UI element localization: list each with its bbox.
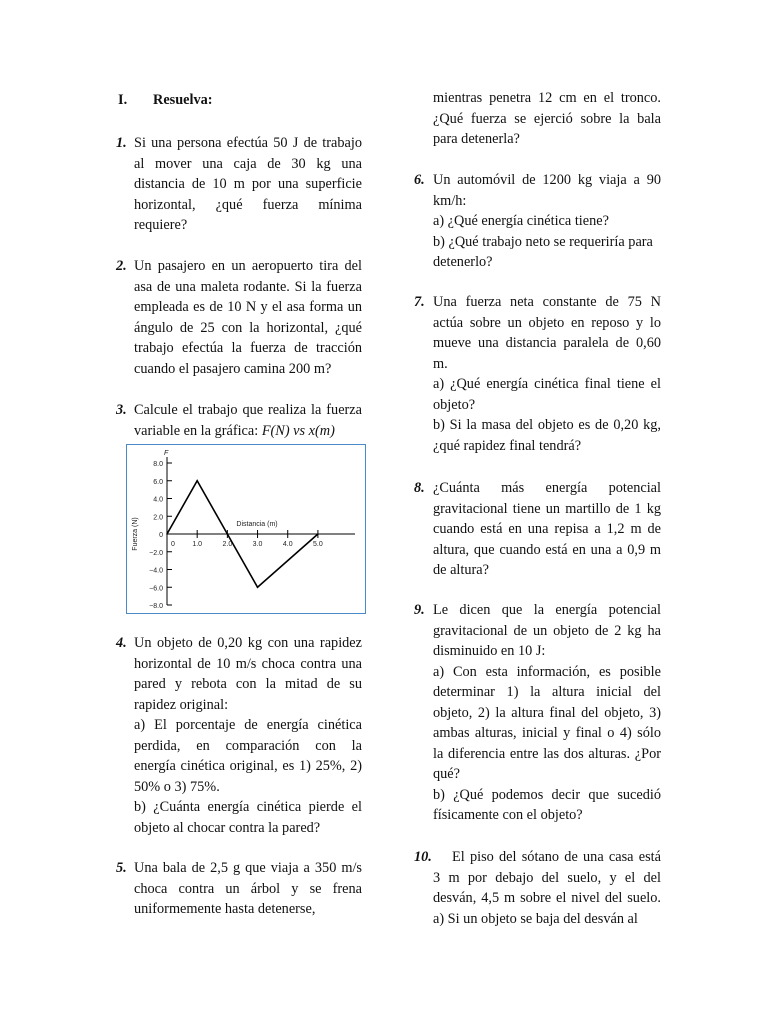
problem-text: uniformemente hasta detenerse, bbox=[134, 901, 316, 917]
problem-text: requiere? bbox=[134, 217, 188, 233]
problem-text-line bbox=[433, 560, 489, 580]
y-tick-label: −6.0 bbox=[149, 585, 163, 593]
problem-text: ¿qué rapidez final tendrá? bbox=[433, 437, 582, 454]
problem-text-line bbox=[433, 662, 661, 682]
problem-text-line bbox=[134, 777, 220, 797]
problem-text-line bbox=[134, 736, 362, 756]
problem-number: 10. bbox=[414, 849, 432, 865]
problem-text: ambas alturas, inicial y final o 4) sólo bbox=[433, 725, 661, 741]
problem-text-line bbox=[433, 170, 661, 190]
problem-text-line bbox=[433, 868, 661, 888]
problem-text: pared y rebota con la mitad de su bbox=[134, 676, 362, 692]
problem-text: perdida, en comparación con la bbox=[134, 737, 362, 754]
problem-text: altura, que cuando está en una a 0,9 m bbox=[433, 541, 661, 558]
problem-number: 3. bbox=[116, 402, 127, 418]
problem-text-line bbox=[433, 764, 460, 784]
chart-canvas bbox=[127, 445, 365, 613]
problem-text-line bbox=[134, 318, 362, 338]
problem-text-line bbox=[134, 818, 320, 838]
formula: F(N) vs x(m) bbox=[261, 422, 335, 439]
x-tick-label: 0 bbox=[171, 541, 175, 548]
continuation-text: ¿Qué fuerza se ejerció sobre la bala bbox=[433, 110, 661, 127]
problem-text-line bbox=[433, 888, 661, 908]
problem-text-line bbox=[433, 436, 581, 456]
problem-text: disminuido en 10 J: bbox=[433, 643, 546, 659]
problem-text-line bbox=[452, 847, 661, 867]
problem-text: Una fuerza neta constante de 75 N bbox=[433, 294, 661, 310]
section-title: Resuelva: bbox=[153, 92, 213, 108]
problem-text: b) Si la masa del objeto es de 0,20 kg, bbox=[433, 417, 661, 433]
problem-text: qué? bbox=[433, 766, 460, 782]
y-tick-label: 2.0 bbox=[153, 514, 163, 522]
problem-text: a) Si un objeto se baja del desván al bbox=[433, 910, 638, 927]
problem-text: ¿Cuánta más energía potencial bbox=[433, 480, 661, 496]
problem-number: 4. bbox=[116, 635, 127, 651]
problem-text-line bbox=[134, 133, 362, 153]
problem-text-line bbox=[433, 313, 661, 333]
problem-text-line bbox=[433, 211, 609, 231]
problem-text-line bbox=[433, 374, 661, 394]
problem-text: Un automóvil de 1200 kg viaja a 90 bbox=[433, 172, 661, 188]
problem-text: objeto al chocar contra la pared? bbox=[134, 819, 321, 836]
problem-text-line bbox=[433, 333, 661, 353]
data-point bbox=[166, 533, 168, 535]
continuation-text: mientras penetra 12 cm en el tronco. bbox=[433, 90, 661, 106]
problem-text: a) Con esta información, es posible bbox=[433, 663, 661, 680]
problem-text: ángulo de 25 con la horizontal, ¿qué bbox=[134, 319, 362, 336]
problem-text-line bbox=[433, 415, 661, 435]
problem-text: a) El porcentaje de energía cinética bbox=[134, 717, 362, 733]
problem-text-line bbox=[134, 674, 362, 694]
problem-text-line bbox=[433, 703, 661, 723]
problem-number: 6. bbox=[414, 172, 425, 188]
continuation-line bbox=[433, 109, 661, 129]
x-tick-label: 4.0 bbox=[282, 541, 293, 548]
problem-text: gravitacional tiene un martillo de 1 kg bbox=[433, 500, 661, 517]
x-tick-label: 1.0 bbox=[192, 541, 203, 548]
problem-text-line bbox=[134, 215, 187, 235]
problem-text-line bbox=[134, 858, 362, 878]
problem-text-line bbox=[433, 805, 583, 825]
problem-text: b) ¿Qué podemos decir que sucedió bbox=[433, 786, 661, 803]
problem-text-line bbox=[134, 277, 362, 297]
problem-text: detenerlo? bbox=[433, 254, 493, 270]
problem-text-line bbox=[134, 256, 362, 276]
problem-text: Calcule el trabajo que realiza la fuerza bbox=[134, 402, 362, 418]
problem-text: mueve una distancia paralela de 0,60 bbox=[433, 335, 661, 351]
problem-text-line bbox=[433, 395, 475, 415]
problem-text-line bbox=[134, 633, 362, 653]
problem-text-line bbox=[433, 540, 661, 560]
problem-text-line bbox=[134, 338, 362, 358]
x-tick-label: 3.0 bbox=[252, 541, 263, 548]
continuation-line bbox=[433, 129, 520, 149]
problem-text: El piso del sótano de una casa está bbox=[452, 849, 661, 865]
continuation-text: para detenerla? bbox=[433, 131, 520, 147]
problem-text: a) ¿Qué energía cinética final tiene el bbox=[433, 376, 661, 392]
data-point bbox=[227, 533, 229, 535]
problem-text: km/h: bbox=[433, 192, 467, 209]
problem-text: b) ¿Cuánta energía cinética pierde el bbox=[134, 799, 362, 815]
problem-text-line bbox=[134, 359, 331, 379]
problem-text: choca contra un árbol y se frena bbox=[134, 880, 362, 897]
problem-text: distancia de 10 m por una superficie bbox=[134, 176, 362, 192]
problem-text-line bbox=[134, 174, 362, 194]
problem-text: asa de una maleta rodante. Si la fuerza bbox=[134, 278, 362, 295]
problem-number: 2. bbox=[116, 258, 127, 274]
problem-text: Le dicen que la energía potencial bbox=[433, 602, 661, 618]
data-point bbox=[257, 586, 259, 588]
y-tick-label: −2.0 bbox=[149, 549, 163, 557]
problem-text: la diferencia entre las dos alturas. ¿Por bbox=[433, 745, 661, 762]
problem-text: Un objeto de 0,20 kg con una rapidez bbox=[134, 635, 362, 651]
problem-text-line bbox=[433, 621, 661, 641]
problem-text-line bbox=[433, 641, 545, 661]
problem-text-line bbox=[433, 600, 661, 620]
data-point bbox=[196, 480, 198, 482]
problem-text-line bbox=[433, 499, 661, 519]
problem-text-line bbox=[433, 354, 448, 374]
problem-text: físicamente con el objeto? bbox=[433, 807, 583, 823]
y-axis-label: Fuerza (N) bbox=[132, 517, 139, 551]
x-axis-label: Distancia (m) bbox=[236, 521, 278, 528]
problem-text-line bbox=[134, 400, 362, 420]
problem-text-line bbox=[134, 195, 362, 215]
problem-number: 8. bbox=[414, 480, 425, 496]
problem-text-line bbox=[134, 797, 362, 817]
problem-text-line bbox=[433, 519, 661, 539]
problem-text-line bbox=[433, 478, 661, 498]
problem-number: 1. bbox=[116, 135, 127, 151]
problem-text-line bbox=[134, 695, 228, 715]
problem-text-line bbox=[134, 715, 362, 735]
problem-text: empleada es de 10 N y el asa forma un bbox=[134, 299, 362, 315]
problem-text: trabajo efectúa la fuerza de tracción bbox=[134, 340, 362, 356]
x-tick-label: 5.0 bbox=[313, 541, 323, 548]
problem-text: horizontal de 10 m/s choca contra una bbox=[134, 655, 362, 672]
problem-text-line bbox=[134, 756, 362, 776]
problem-text-line bbox=[433, 292, 661, 312]
problem-text: horizontal, ¿qué fuerza mínima bbox=[134, 196, 362, 213]
problem-text-line bbox=[134, 297, 362, 317]
y-tick-label: −8.0 bbox=[149, 603, 163, 610]
problem-number: 5. bbox=[116, 860, 127, 876]
section-number: I. bbox=[118, 92, 128, 108]
problem-text: Si una persona efectúa 50 J de trabajo bbox=[134, 135, 362, 151]
problem-text: energía cinética original, es 1) 25%, 2) bbox=[134, 758, 362, 774]
problem-text: rapidez original: bbox=[134, 696, 229, 713]
problem-text: objeto? bbox=[433, 396, 476, 413]
problem-text: desván, 4,5 m sobre el nivel del suelo. bbox=[433, 890, 661, 906]
force-distance-chart bbox=[126, 444, 366, 614]
problem-text: a) ¿Qué energía cinética tiene? bbox=[433, 213, 609, 229]
problem-text-line bbox=[433, 909, 638, 929]
problem-text: b) ¿Qué trabajo neto se requeriría para bbox=[433, 233, 653, 250]
continuation-line bbox=[433, 88, 661, 108]
y-tick-label: 8.0 bbox=[153, 461, 163, 468]
problem-text: 3 m por debajo del suelo, y el del bbox=[433, 869, 661, 886]
data-point bbox=[317, 533, 319, 535]
y-tick-label: −4.0 bbox=[149, 567, 163, 575]
problem-text-line bbox=[134, 154, 362, 174]
problem-text-line bbox=[433, 252, 493, 272]
problem-text-line bbox=[134, 421, 335, 441]
y-tick-label: 0 bbox=[159, 532, 163, 539]
problem-text: Una bala de 2,5 g que viaja a 350 m/s bbox=[134, 860, 362, 876]
problem-text-line bbox=[433, 785, 661, 805]
problem-text: al mover una caja de 30 kg una bbox=[134, 155, 362, 172]
problem-text: 50% o 3) 75%. bbox=[134, 778, 220, 795]
y-axis-symbol: F bbox=[164, 450, 169, 457]
problem-text: gravitacional de un objeto de 2 kg ha bbox=[433, 622, 661, 639]
y-tick-label: 4.0 bbox=[153, 496, 163, 504]
problem-text-line bbox=[134, 879, 362, 899]
problem-text-line bbox=[433, 744, 661, 764]
x-tick-label: 2.0 bbox=[222, 541, 233, 548]
problem-text: objeto, 2) la altura final del objeto, 3) bbox=[433, 704, 661, 721]
problem-text: cuando está en una repisa a 1,2 m de bbox=[433, 521, 661, 537]
problem-number: 7. bbox=[414, 294, 425, 310]
problem-text-line bbox=[134, 654, 362, 674]
problem-text-line bbox=[433, 191, 466, 211]
problem-text: actúa sobre un objeto en reposo y lo bbox=[433, 314, 661, 331]
problem-text: determinar 1) la altura inicial del bbox=[433, 684, 661, 700]
problem-text-line bbox=[433, 682, 661, 702]
problem-text: Un pasajero en un aeropuerto tira del bbox=[134, 258, 362, 274]
problem-text-line bbox=[433, 723, 661, 743]
problem-text: cuando el pasajero camina 200 m? bbox=[134, 360, 332, 377]
problem-text: variable en la gráfica: bbox=[134, 422, 262, 439]
problem-number: 9. bbox=[414, 602, 425, 618]
problem-text: m. bbox=[433, 355, 448, 372]
problem-text-line bbox=[433, 232, 653, 252]
problem-text: de altura? bbox=[433, 562, 489, 578]
problem-text-line bbox=[134, 899, 315, 919]
y-tick-label: 6.0 bbox=[153, 478, 163, 486]
